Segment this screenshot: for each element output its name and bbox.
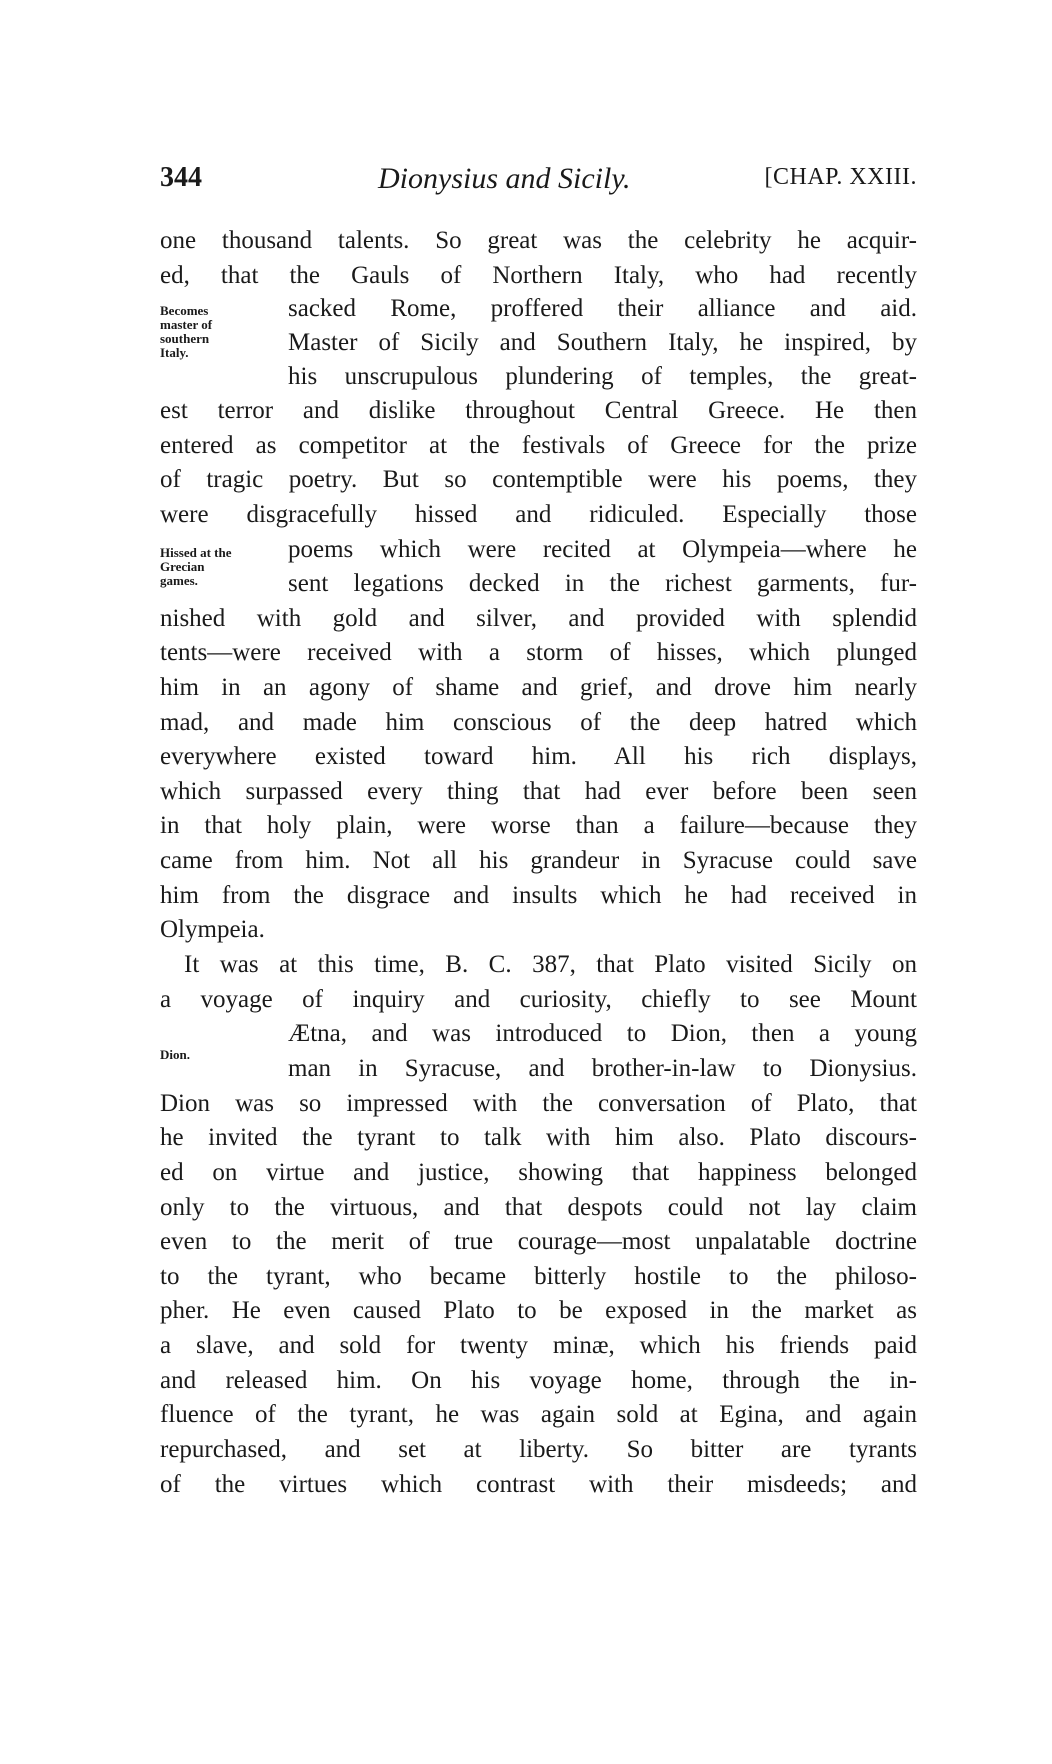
text-line: to the tyrant, who became bitterly hostile to the philoso- [160,1263,917,1290]
text-line: tents—were received with a storm of hisses, which plunged [160,639,917,666]
side-note-dion: Dion. [160,1047,190,1062]
text-line: of tragic poetry. But so contemptible were his poems, they [160,466,917,493]
text-line: were disgracefully hissed and ridiculed. Especially those [160,501,917,528]
text-line: sacked Rome, proffered their alliance and aid. [288,295,917,322]
text-line: Ætna, and was introduced to Dion, then a young [288,1020,917,1047]
text-line: which surpassed every thing that had ever before been seen [160,778,917,805]
text-line: ed, that the Gauls of Northern Italy, who had recently [160,262,917,289]
text-line: entered as competitor at the festivals of Greece for the prize [160,432,917,459]
text-line: everywhere existed toward him. All his rich displays, [160,743,917,770]
text-line: Dion was so impressed with the conversation of Plato, that [160,1090,917,1117]
text-line: repurchased, and set at liberty. So bitter are tyrants [160,1436,917,1463]
text-line: him from the disgrace and insults which he had received in [160,882,917,909]
text-line: a voyage of inquiry and curiosity, chiefly to see Mount [160,986,917,1013]
text-line: est terror and dislike throughout Central Greece. He then [160,397,917,424]
text-line: his unscrupulous plundering of temples, the great- [288,363,917,390]
side-note-hissed: Hissed at the Grecian games. [160,545,232,588]
text-line: nished with gold and silver, and provided with splendid [160,605,917,632]
text-line: in that holy plain, were worse than a failure—because they [160,812,917,839]
text-line: one thousand talents. So great was the celebrity he acquir- [160,227,917,254]
text-line: only to the virtuous, and that despots could not lay claim [160,1194,917,1221]
text-line: a slave, and sold for twenty minæ, which his friends paid [160,1332,917,1359]
text-line: came from him. Not all his grandeur in Syracuse could save [160,847,917,874]
text-line: fluence of the tyrant, he was again sold at Egina, and again [160,1401,917,1428]
text-line: and released him. On his voyage home, through the in- [160,1367,917,1394]
text-line: poems which were recited at Olympeia—where he [288,536,917,563]
text-line: sent legations decked in the richest garments, fur- [288,570,917,597]
chapter-label: [CHAP. XXIII. [764,164,917,190]
text-line: It was at this time, B. C. 387, that Plato visited Sicily on [184,951,917,978]
text-line: he invited the tyrant to talk with him also. Plato discours- [160,1124,917,1151]
text-line: even to the merit of true courage—most unpalatable doctrine [160,1228,917,1255]
page-header [160,162,917,202]
text-line: Master of Sicily and Southern Italy, he inspired, by [288,329,917,356]
side-note-becomes-master: Becomes master of southern Italy. [160,303,213,360]
text-line: mad, and made him conscious of the deep hatred which [160,709,917,736]
page-number: 344 [160,162,202,193]
text-line: him in an agony of shame and grief, and drove him nearly [160,674,917,701]
text-line: of the virtues which contrast with their misdeeds; and [160,1471,917,1498]
text-line: Olympeia. [160,916,265,943]
running-title: Dionysius and Sicily. [378,162,631,195]
text-line: man in Syracuse, and brother-in-law to Dionysius. [288,1055,917,1082]
text-line: ed on virtue and justice, showing that happiness belonged [160,1159,917,1186]
text-line: pher. He even caused Plato to be exposed in the market as [160,1297,917,1324]
